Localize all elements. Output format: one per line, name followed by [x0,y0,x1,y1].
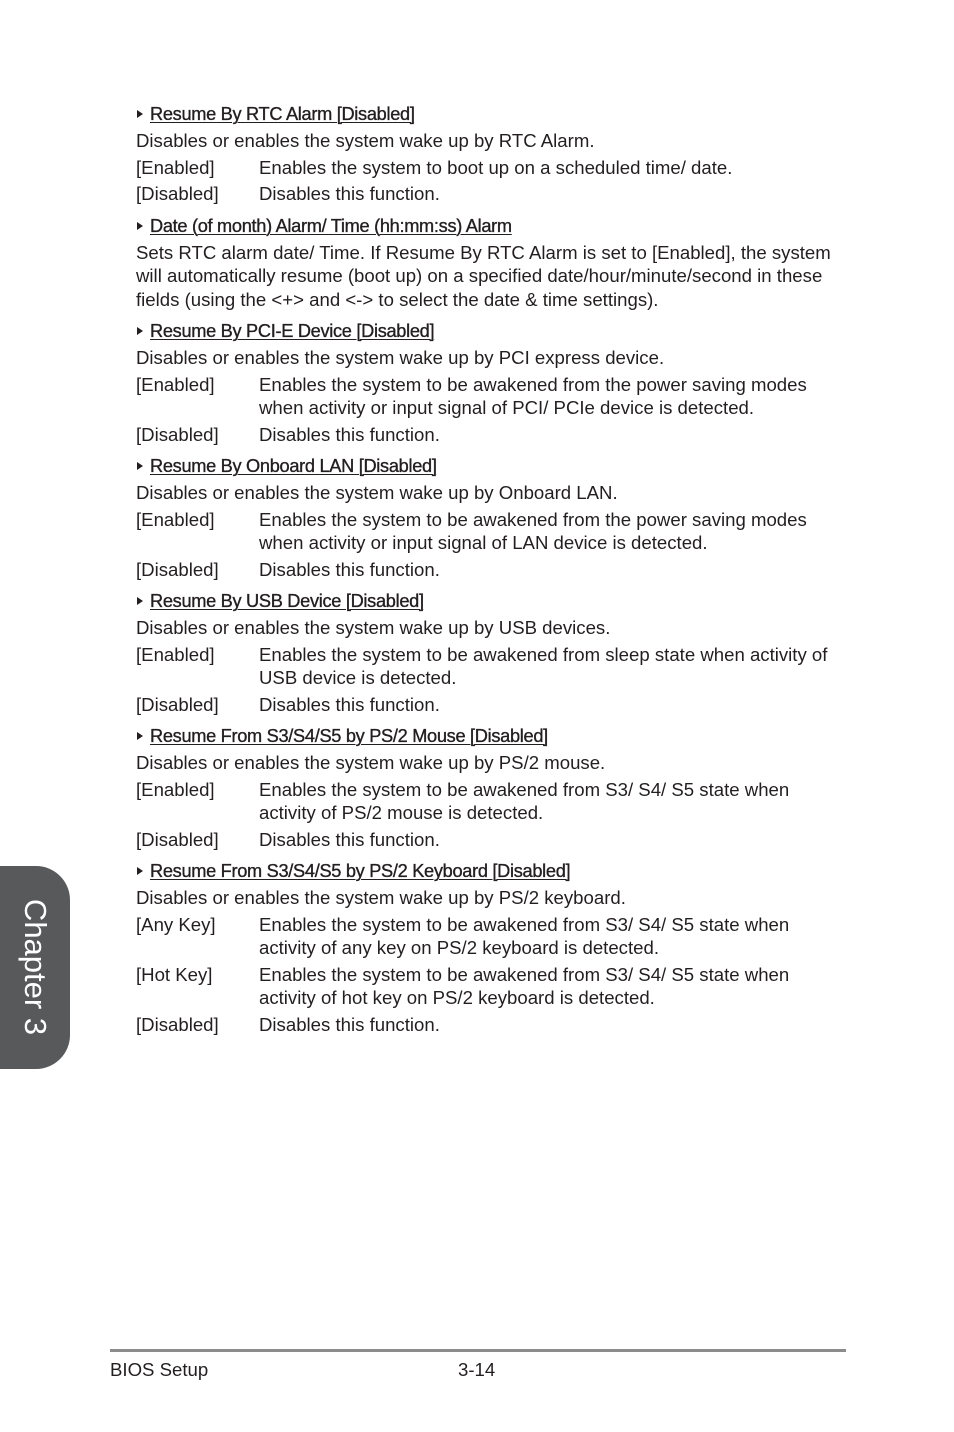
option-description: Enables the system to be awakened from S3/ S4/ S5 state when activity of hot key on PS/2 keyboard is detected. [259,963,790,1008]
setting-heading [136,320,848,342]
setting-heading [136,725,848,747]
setting-heading [136,103,848,125]
option-row [136,778,848,825]
option-value: [Disabled] [136,183,219,204]
option-row [136,913,848,960]
setting-title: Date (of month) Alarm/ Time (hh:mm:ss) Alarm [150,215,512,236]
bios-settings-content [136,103,848,1045]
setting-section [136,860,848,1036]
option-description: Enables the system to be awakened from the power saving modes when activity or input signal of PCI/ PCIe device is detected. [259,373,807,418]
option-value: [Any Key] [136,913,216,935]
setting-title: Resume By USB Device [Disabled] [150,591,424,611]
option-value: [Disabled] [136,693,219,715]
option-value: [Enabled] [136,373,215,395]
option-row [136,828,848,852]
chapter-label: Chapter 3 [18,898,53,1036]
option-description: Enables the system to be awakened from sleep state when activity of USB device is detected. [259,643,828,688]
setting-section [136,455,848,581]
option-value: [Enabled] [136,508,215,530]
setting-section [136,590,848,716]
setting-description: Disables or enables the system wake up by PS/2 keyboard. [136,887,626,908]
option-row [136,373,848,420]
option-row [136,1013,848,1037]
setting-title: Resume By Onboard LAN [Disabled] [150,456,437,476]
triangle-bullet-icon [137,462,143,470]
setting-heading [136,215,848,237]
option-description: Disables this function. [259,183,440,204]
option-description: Disables this function. [259,423,440,445]
setting-title: Resume From S3/S4/S5 by PS/2 Mouse [Disabled] [150,726,548,746]
setting-description: Disables or enables the system wake up by PS/2 mouse. [136,752,606,773]
triangle-bullet-icon [137,732,143,740]
setting-title: Resume By RTC Alarm [Disabled] [150,104,415,124]
setting-title: Resume By PCI-E Device [Disabled] [150,321,435,341]
option-description: Enables the system to boot up on a scheduled time/ date. [259,156,733,178]
option-row [136,156,848,180]
option-description: Disables this function. [259,828,440,850]
option-row [136,508,848,555]
setting-heading [136,860,848,882]
option-value: [Disabled] [136,423,219,445]
chapter-tab [0,866,70,1069]
footer-section-title: BIOS Setup [110,1359,209,1380]
option-description: Disables this function. [259,693,440,715]
option-value: [Enabled] [136,156,215,178]
setting-description: Disables or enables the system wake up by Onboard LAN. [136,482,618,503]
option-value: [Hot Key] [136,963,213,985]
setting-section [136,725,848,851]
option-value: [Disabled] [136,558,219,580]
setting-description: Disables or enables the system wake up by USB devices. [136,617,611,638]
triangle-bullet-icon [137,597,143,605]
option-row [136,182,848,206]
setting-description: Sets RTC alarm date/ Time. If Resume By RTC Alarm is set to [Enabled], the system will automatically resume (boot up) on a specified date/hour/minute/second in these fields (using the <+> and <-> to select the date & time settings). [136,241,831,310]
triangle-bullet-icon [137,327,143,335]
footer-divider [110,1349,846,1352]
option-description: Disables this function. [259,558,440,580]
setting-title: Resume From S3/S4/S5 by PS/2 Keyboard [Disabled] [150,861,571,881]
triangle-bullet-icon [137,222,143,230]
page-number: 3-14 [458,1359,496,1380]
option-description: Enables the system to be awakened from S3/ S4/ S5 state when activity of any key on PS/2 keyboard is detected. [259,913,790,958]
setting-heading [136,455,848,477]
setting-description: Disables or enables the system wake up by PCI express device. [136,347,665,368]
option-value: [Enabled] [136,643,215,665]
option-row [136,693,848,717]
setting-description: Disables or enables the system wake up by RTC Alarm. [136,130,595,151]
option-row [136,558,848,582]
option-value: [Enabled] [136,778,215,800]
setting-section [136,215,848,312]
option-value: [Disabled] [136,1013,219,1035]
option-row [136,963,848,1010]
option-row [136,423,848,447]
option-value: [Disabled] [136,828,219,850]
setting-section [136,103,848,206]
setting-heading [136,590,848,612]
option-description: Enables the system to be awakened from the power saving modes when activity or input signal of LAN device is detected. [259,508,807,553]
option-description: Disables this function. [259,1013,440,1035]
option-description: Enables the system to be awakened from S3/ S4/ S5 state when activity of PS/2 mouse is detected. [259,778,790,823]
setting-section [136,320,848,446]
option-row [136,643,848,690]
triangle-bullet-icon [137,867,143,875]
triangle-bullet-icon [137,110,143,118]
